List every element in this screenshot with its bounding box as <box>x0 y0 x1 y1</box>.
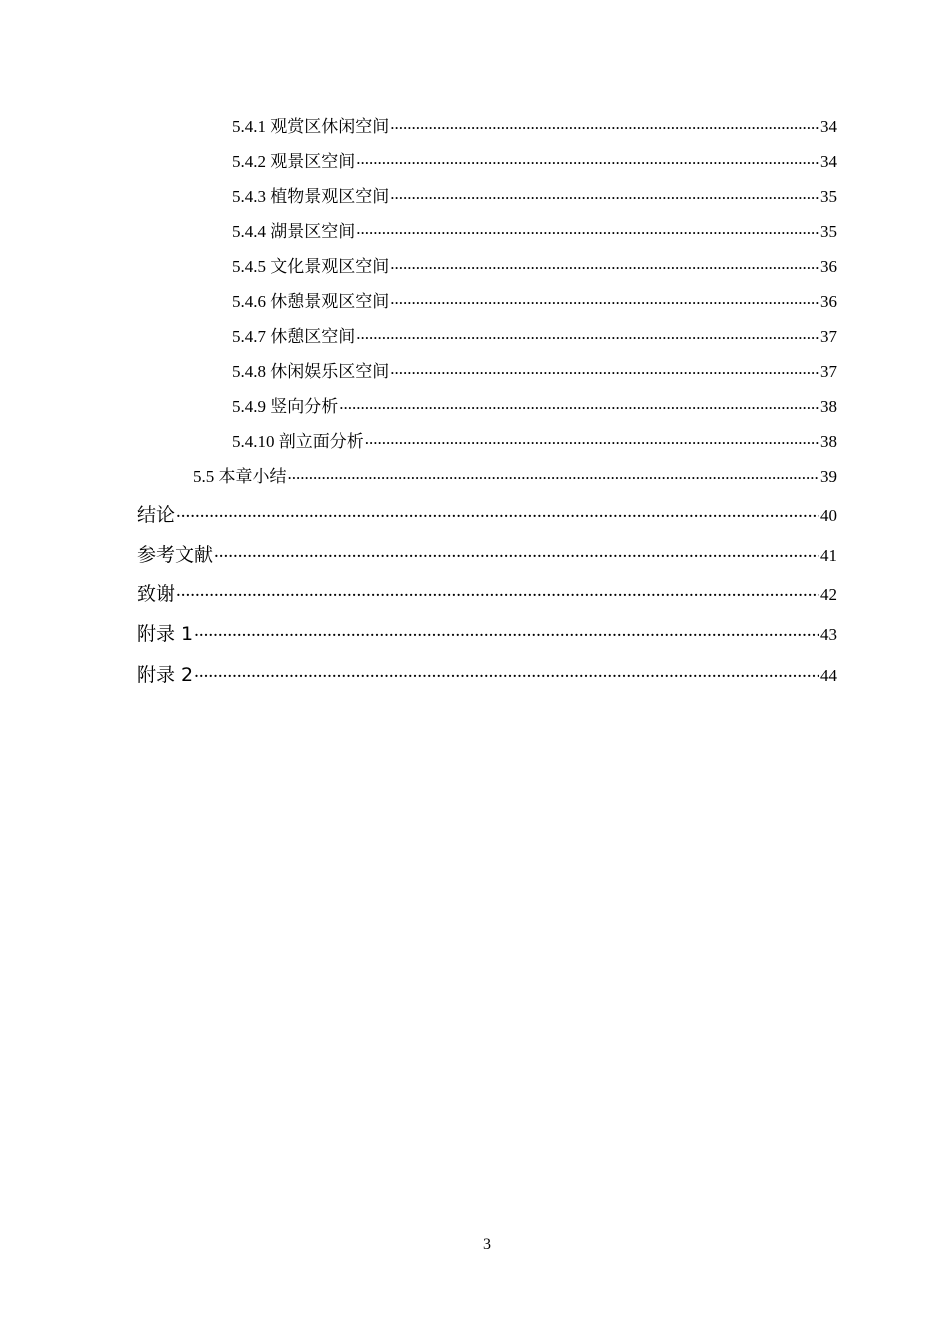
toc-dot-leader <box>356 150 819 167</box>
toc-entry-page: 39 <box>820 467 837 486</box>
toc-entry-page: 35 <box>820 222 837 241</box>
toc-entry-5-4-9[interactable] <box>232 392 837 417</box>
toc-entry-5-4-4[interactable] <box>232 217 837 242</box>
toc-dot-leader <box>288 465 820 482</box>
toc-entry-5-4-1[interactable] <box>232 112 837 137</box>
toc-entry-page: 41 <box>820 546 837 565</box>
toc-entry-5-4-6[interactable] <box>232 287 837 312</box>
toc-entry-label: 5.4.2 观景区空间 <box>232 152 356 171</box>
toc-entry-label: 5.4.8 休闲娱乐区空间 <box>232 362 390 381</box>
toc-dot-leader <box>390 360 819 377</box>
toc-entry-label: 参考文献 <box>137 544 214 566</box>
toc-entry-page: 35 <box>820 187 837 206</box>
toc-entry-label: 结论 <box>137 504 176 526</box>
toc-entry-5-4-7[interactable] <box>232 322 837 347</box>
toc-entry-acknowledgements[interactable] <box>137 579 837 606</box>
toc-dot-leader <box>194 662 819 681</box>
toc-dot-leader <box>390 255 819 272</box>
toc-dot-leader <box>176 581 819 600</box>
toc-entry-label: 致谢 <box>137 583 176 605</box>
toc-entry-page: 37 <box>820 327 837 346</box>
toc-dot-leader <box>176 502 819 521</box>
toc-entry-appendix-1[interactable] <box>137 619 837 646</box>
toc-entry-label: 5.4.6 休憩景观区空间 <box>232 292 390 311</box>
toc-entry-page: 38 <box>820 397 837 416</box>
toc-entry-label: 5.4.10 剖立面分析 <box>232 432 364 451</box>
toc-entry-label: 5.4.7 休憩区空间 <box>232 327 356 346</box>
toc-dot-leader <box>390 115 819 132</box>
toc-entry-page: 38 <box>820 432 837 451</box>
toc-entry-label: 5.4.5 文化景观区空间 <box>232 257 390 276</box>
toc-entry-label: 附录 1 <box>137 623 194 645</box>
toc-entry-label: 5.4.9 竖向分析 <box>232 397 339 416</box>
toc-entry-page: 36 <box>820 292 837 311</box>
toc-dot-leader <box>339 395 819 412</box>
toc-entry-appendix-2[interactable] <box>137 660 837 687</box>
toc-dot-leader <box>390 185 819 202</box>
toc-dot-leader <box>356 325 819 342</box>
toc-entry-page: 42 <box>820 585 837 604</box>
toc-dot-leader <box>390 290 819 307</box>
toc-entry-page: 40 <box>820 506 837 525</box>
toc-dot-leader <box>365 430 819 447</box>
toc-entry-5-4-5[interactable] <box>232 252 837 277</box>
toc-entry-page: 34 <box>820 117 837 136</box>
toc-entry-page: 34 <box>820 152 837 171</box>
toc-entry-5-4-2[interactable] <box>232 147 837 172</box>
toc-entry-5-4-8[interactable] <box>232 357 837 382</box>
toc-entry-page: 44 <box>820 666 837 685</box>
toc-entry-5-5[interactable] <box>193 462 837 487</box>
toc-entry-page: 37 <box>820 362 837 381</box>
toc-entry-conclusion[interactable] <box>137 500 837 527</box>
toc-entry-label: 5.5 本章小结 <box>193 467 287 486</box>
toc-entry-label: 5.4.4 湖景区空间 <box>232 222 356 241</box>
toc-dot-leader <box>214 542 819 561</box>
page-number: 3 <box>483 1236 491 1253</box>
toc-entry-label: 附录 2 <box>137 664 194 686</box>
toc-entry-label: 5.4.1 观赏区休闲空间 <box>232 117 390 136</box>
toc-dot-leader <box>356 220 819 237</box>
toc-entry-5-4-10[interactable] <box>232 427 837 452</box>
toc-entry-5-4-3[interactable] <box>232 182 837 207</box>
toc-entry-page: 36 <box>820 257 837 276</box>
toc-dot-leader <box>194 621 819 640</box>
toc-entry-references[interactable] <box>137 540 837 567</box>
toc-entry-label: 5.4.3 植物景观区空间 <box>232 187 390 206</box>
toc-entry-page: 43 <box>820 625 837 644</box>
